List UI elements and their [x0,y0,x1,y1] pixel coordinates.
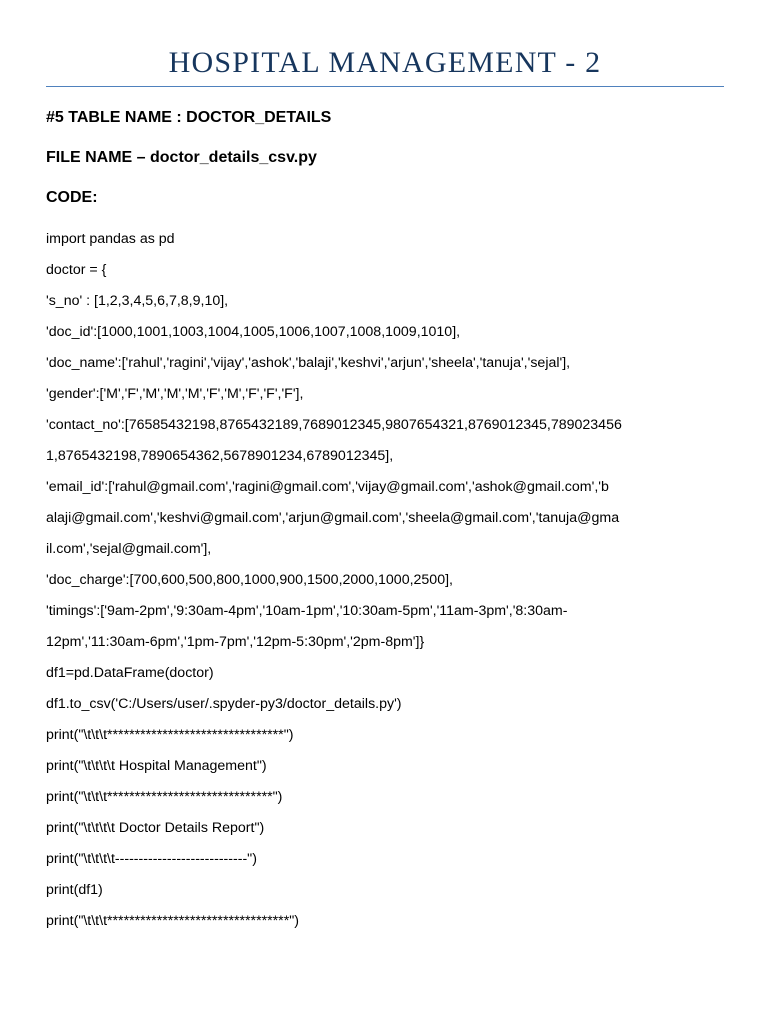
code-line: print("\t\t\t\t Hospital Management") [46,758,267,774]
page-title: HOSPITAL MANAGEMENT - 2 [168,46,602,79]
code-line: 'email_id':['rahul@gmail.com','ragini@gmail.com','vijay@gmail.com','ashok@gmail.com','b [46,479,609,495]
code-block [46,224,726,937]
code-line: 'doc_name':['rahul','ragini','vijay','ashok','balaji','keshvi','arjun','sheela','tanuja','sejal'], [46,355,571,371]
code-line: 'gender':['M','F','M','M','M','F','M','F','F','F'], [46,386,304,402]
code-heading: CODE: [46,189,98,206]
code-line: 'doc_charge':[700,600,500,800,1000,900,1500,2000,1000,2500], [46,572,453,588]
code-line: 'timings':['9am-2pm','9:30am-4pm','10am-1pm','10:30am-5pm','11am-3pm','8:30am- [46,603,568,619]
title-divider [46,86,724,87]
table-name-heading: #5 TABLE NAME : DOCTOR_DETAILS [46,109,332,126]
code-line: print("\t\t\t\t Doctor Details Report") [46,820,265,836]
code-line: 1,8765432198,7890654362,5678901234,6789012345], [46,448,394,464]
code-line: 'doc_id':[1000,1001,1003,1004,1005,1006,1007,1008,1009,1010], [46,324,461,340]
code-line: print("\t\t\t\t----------------------------") [46,851,257,867]
code-line: print(df1) [46,882,103,898]
code-line: print("\t\t\t********************************") [46,727,294,743]
code-line: print("\t\t\t*********************************") [46,913,299,929]
code-line: 12pm','11:30am-6pm','1pm-7pm','12pm-5:30pm','2pm-8pm']} [46,634,425,650]
code-line: df1.to_csv('C:/Users/user/.spyder-py3/doctor_details.py') [46,696,402,712]
code-line: 'contact_no':[76585432198,8765432189,7689012345,9807654321,8769012345,789023456 [46,417,622,433]
code-line: import pandas as pd [46,231,175,247]
code-line: alaji@gmail.com','keshvi@gmail.com','arjun@gmail.com','sheela@gmail.com','tanuja@gma [46,510,620,526]
file-name-heading: FILE NAME – doctor_details_csv.py [46,149,317,166]
code-line: print("\t\t\t******************************") [46,789,283,805]
code-line: il.com','sejal@gmail.com'], [46,541,212,557]
code-line: 's_no' : [1,2,3,4,5,6,7,8,9,10], [46,293,229,309]
code-line: doctor = { [46,262,107,278]
code-line: df1=pd.DataFrame(doctor) [46,665,214,681]
